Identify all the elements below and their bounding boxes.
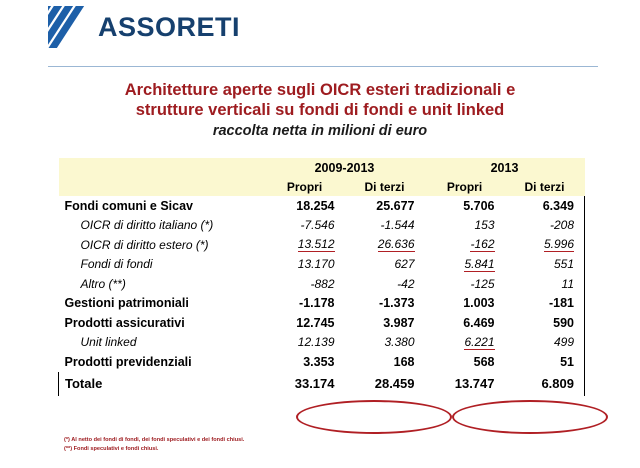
row-value: 153 [474,218,495,233]
header-blank-cell [59,158,265,177]
row-value: 18.254 [296,198,335,213]
total-value: 13.747 [454,376,495,391]
table-header-group-row [59,158,585,177]
slide-header [0,0,640,72]
row-label: Prodotti previdenziali [64,354,192,369]
row-value: 551 [505,255,585,275]
row-value: 590 [505,313,585,333]
page-title-line1: Architetture aperte sugli OICR esteri tradizionali e [124,81,516,99]
total-value: 6.809 [505,372,585,396]
data-table-container [58,158,584,396]
logo-text: ASSORETI [98,11,241,42]
row-value-underlined: 13.512 [297,237,335,252]
row-value: -125 [470,276,495,291]
header-period-2009-2013: 2009-2013 [265,158,425,177]
table-row [59,255,585,275]
row-value: -882 [310,276,335,291]
row-value-underlined: -162 [470,237,495,252]
row-value: 6.469 [463,315,495,330]
table-row [59,294,585,314]
footnote-1: (*) Al netto dei fondi di fondi, dei fondi speculativi e dei fondi chiusi. [64,437,245,443]
header-sub-blank [59,177,265,196]
row-value: 12.139 [297,335,335,350]
footnote-2: (**) Fondi speculativi e fondi chiusi. [64,446,159,452]
row-value-underlined: 5.996 [543,237,574,252]
row-value: -42 [397,276,415,291]
row-label: Fondi comuni e Sicav [64,198,193,213]
row-value [505,235,585,255]
header-sub-diterzi-1: Di terzi [345,177,425,196]
totale-2009-2013-circle-annotation [296,400,452,434]
row-value: 13.170 [297,257,335,272]
row-label: Gestioni patrimoniali [64,296,189,311]
row-value [425,333,505,353]
row-value: -208 [505,216,585,236]
footnotes [64,436,464,454]
row-value [425,255,505,275]
assoreti-logo [48,6,240,48]
row-value: 25.677 [376,198,415,213]
row-value: 568 [473,354,495,369]
row-value: -1.544 [380,218,415,233]
total-label: Totale [59,372,265,396]
row-value [425,235,505,255]
row-value: 1.003 [463,296,495,311]
row-label: Altro (**) [80,276,126,291]
row-value: -1.373 [379,296,415,311]
header-sub-propri-2: Propri [425,177,505,196]
row-value: 3.353 [303,354,335,369]
row-value-underlined: 6.221 [464,334,495,349]
row-value-underlined: 26.636 [377,237,415,252]
header-divider [48,66,598,67]
table-header-sub-row [59,177,585,196]
row-value-underlined: 5.841 [464,256,495,271]
table-row [59,352,585,372]
table-row [59,216,585,236]
row-value: 3.987 [383,315,415,330]
row-label: Fondi di fondi [80,257,153,272]
row-label: Unit linked [80,335,137,350]
row-value [265,235,345,255]
row-label: OICR di diritto estero (*) [80,237,209,252]
table-row [59,274,585,294]
title-block [0,80,640,139]
data-table [58,158,585,396]
row-label: OICR di diritto italiano (*) [80,218,214,233]
page-subtitle: raccolta netta in milioni di euro [212,123,428,139]
table-total-row [59,372,585,396]
row-value: 499 [505,333,585,353]
table-row [59,235,585,255]
total-value: 28.459 [374,376,415,391]
table-row [59,313,585,333]
header-sub-propri-1: Propri [265,177,345,196]
row-value: 51 [505,352,585,372]
totale-2013-circle-annotation [452,400,608,434]
total-value: 33.174 [294,376,335,391]
row-label: Prodotti assicurativi [64,315,185,330]
row-value [345,235,425,255]
row-value: 168 [393,354,415,369]
row-value: 627 [394,257,415,272]
row-value: -7.546 [300,218,335,233]
row-value: 6.349 [505,196,585,216]
row-value: -1.178 [299,296,335,311]
table-row [59,196,585,216]
row-value: 12.745 [296,315,335,330]
row-value: 11 [505,274,585,294]
header-sub-diterzi-2: Di terzi [505,177,585,196]
table-row [59,333,585,353]
row-value: 5.706 [463,198,495,213]
row-value: 3.380 [384,335,415,350]
header-period-2013: 2013 [425,158,585,177]
page-title-line2: strutture verticali su fondi di fondi e unit linked [135,101,505,119]
assoreti-diagonal-bars-logo-icon [48,6,92,48]
row-value: -181 [505,294,585,314]
